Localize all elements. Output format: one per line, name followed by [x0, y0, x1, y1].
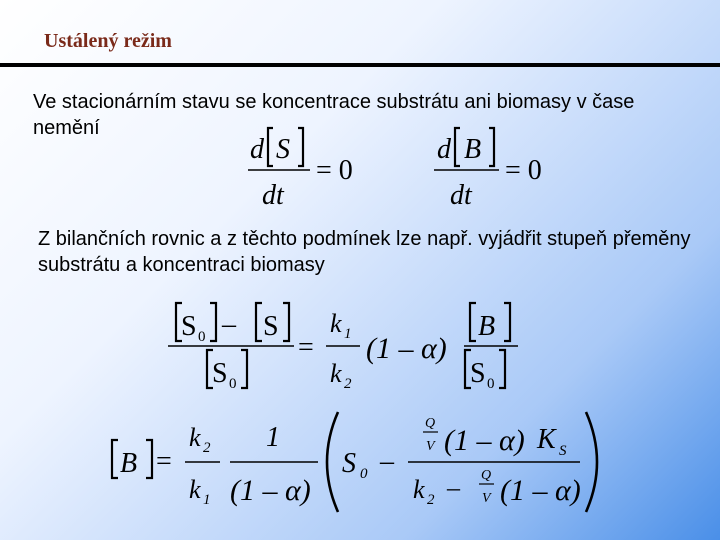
- svg-text:=: =: [298, 332, 314, 363]
- svg-text:–: –: [447, 473, 460, 502]
- svg-text:K: K: [537, 424, 556, 455]
- svg-text:k: k: [330, 359, 342, 388]
- svg-text:(1 – α): (1 – α): [444, 424, 525, 457]
- svg-text:B: B: [464, 134, 482, 165]
- svg-text:(1 – α): (1 – α): [230, 474, 311, 507]
- svg-text:(1 – α): (1 – α): [500, 474, 581, 507]
- svg-text:0: 0: [487, 376, 495, 392]
- svg-text:=: =: [156, 446, 172, 477]
- paragraph-steady-state: Ve stacionárním stavu se koncentrace substrátu ani biomasy v čase nemění: [33, 91, 635, 139]
- paragraph-balance-equations: Z bilančních rovnic a z těchto podmínek lze např. vyjádřit stupeň přeměny substrátu a koncentraci biomasy: [38, 228, 691, 276]
- svg-text:V: V: [426, 439, 435, 454]
- svg-text:B: B: [478, 311, 496, 342]
- svg-text:= 0: = 0: [316, 155, 353, 186]
- svg-text:k: k: [189, 475, 201, 504]
- equation-biomass-concentration: [112, 412, 597, 512]
- equation-dS-dt: [248, 128, 353, 211]
- slide-title: Ustálený režim: [44, 30, 172, 52]
- svg-text:2: 2: [344, 376, 352, 392]
- svg-text:dt: dt: [262, 180, 284, 211]
- svg-text:dt: dt: [450, 180, 472, 211]
- svg-text:S: S: [212, 358, 228, 389]
- svg-text:2: 2: [427, 492, 435, 508]
- svg-text:S: S: [470, 358, 486, 389]
- svg-text:(1 – α): (1 – α): [366, 332, 447, 365]
- svg-text:Q: Q: [425, 416, 436, 431]
- svg-text:= 0: = 0: [505, 155, 542, 186]
- svg-text:S: S: [276, 134, 290, 165]
- equation-conversion-degree: [168, 303, 518, 392]
- svg-text:S: S: [342, 448, 356, 479]
- svg-text:k: k: [189, 423, 201, 452]
- svg-text:1: 1: [344, 326, 352, 342]
- svg-text:S: S: [559, 443, 567, 459]
- svg-text:k: k: [413, 475, 425, 504]
- svg-text:2: 2: [203, 440, 211, 456]
- svg-text:–: –: [380, 446, 394, 477]
- svg-text:0: 0: [198, 329, 206, 345]
- svg-text:S: S: [263, 311, 279, 342]
- svg-text:1: 1: [266, 422, 280, 453]
- svg-text:d: d: [250, 134, 264, 165]
- svg-text:S: S: [181, 311, 197, 342]
- svg-text:0: 0: [360, 466, 368, 482]
- svg-text:d: d: [437, 134, 451, 165]
- equation-dB-dt: [434, 128, 542, 211]
- svg-text:0: 0: [229, 376, 237, 392]
- svg-text:1: 1: [203, 492, 211, 508]
- svg-text:–: –: [222, 309, 236, 340]
- svg-text:Q: Q: [481, 468, 492, 483]
- svg-text:V: V: [482, 491, 491, 506]
- svg-text:B: B: [120, 448, 138, 479]
- svg-text:k: k: [330, 309, 342, 338]
